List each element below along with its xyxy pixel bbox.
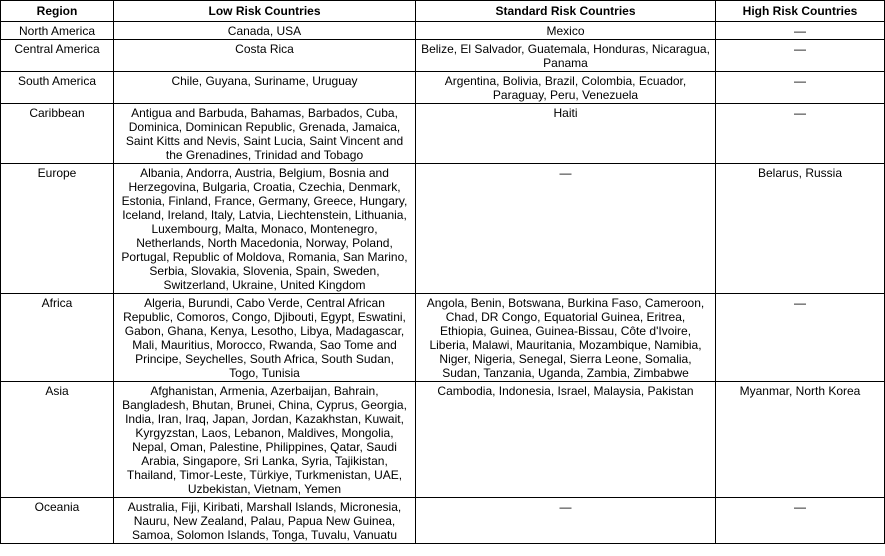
table-row bbox=[1, 498, 885, 544]
standard-risk-cell: Angola, Benin, Botswana, Burkina Faso, Cameroon, Chad, DR Congo, Equatorial Guinea, Eritrea, Ethiopia, Guinea, Guinea-Bissau, Côte d'Ivoire, Liberia, Malawi, Mauritania, Mozambique, Namibia, Niger, Nigeria, Senegal, Sierra Leone, Somalia, Sudan, Tanzania, Uganda, Zambia, Zimbabwe bbox=[416, 294, 716, 382]
region-cell: Oceania bbox=[1, 498, 114, 544]
high-risk-cell: Myanmar, North Korea bbox=[716, 382, 885, 498]
header-low-risk: Low Risk Countries bbox=[114, 1, 416, 22]
high-risk-cell: — bbox=[716, 22, 885, 40]
region-cell: Central America bbox=[1, 40, 114, 72]
standard-risk-cell: — bbox=[416, 164, 716, 294]
high-risk-cell: — bbox=[716, 40, 885, 72]
table-header bbox=[1, 1, 885, 22]
region-cell: Europe bbox=[1, 164, 114, 294]
high-risk-cell: Belarus, Russia bbox=[716, 164, 885, 294]
header-standard-risk: Standard Risk Countries bbox=[416, 1, 716, 22]
region-cell: Caribbean bbox=[1, 104, 114, 164]
high-risk-cell: — bbox=[716, 104, 885, 164]
high-risk-cell: — bbox=[716, 498, 885, 544]
region-cell: Asia bbox=[1, 382, 114, 498]
table-row bbox=[1, 40, 885, 72]
table-body bbox=[1, 22, 885, 544]
header-region: Region bbox=[1, 1, 114, 22]
low-risk-cell: Costa Rica bbox=[114, 40, 416, 72]
low-risk-cell: Australia, Fiji, Kiribati, Marshall Islands, Micronesia, Nauru, New Zealand, Palau, Papua New Guinea, Samoa, Solomon Islands, Tonga, Tuvalu, Vanuatu bbox=[114, 498, 416, 544]
low-risk-cell: Afghanistan, Armenia, Azerbaijan, Bahrain, Bangladesh, Bhutan, Brunei, China, Cyprus, Georgia, India, Iran, Iraq, Japan, Jordan, Kazakhstan, Kuwait, Kyrgyzstan, Laos, Lebanon, Maldives, Mongolia, Nepal, Oman, Palestine, Philippines, Qatar, Saudi Arabia, Singapore, Sri Lanka, Syria, Tajikistan, Thailand, Timor-Leste, Türkiye, Turkmenistan, UAE, Uzbekistan, Vietnam, Yemen bbox=[114, 382, 416, 498]
standard-risk-cell: Haiti bbox=[416, 104, 716, 164]
high-risk-cell: — bbox=[716, 294, 885, 382]
standard-risk-cell: Mexico bbox=[416, 22, 716, 40]
table-row bbox=[1, 72, 885, 104]
table-row bbox=[1, 22, 885, 40]
standard-risk-cell: — bbox=[416, 498, 716, 544]
standard-risk-cell: Cambodia, Indonesia, Israel, Malaysia, Pakistan bbox=[416, 382, 716, 498]
region-cell: Africa bbox=[1, 294, 114, 382]
header-row bbox=[1, 1, 885, 22]
standard-risk-cell: Belize, El Salvador, Guatemala, Honduras, Nicaragua, Panama bbox=[416, 40, 716, 72]
standard-risk-cell: Argentina, Bolivia, Brazil, Colombia, Ecuador, Paraguay, Peru, Venezuela bbox=[416, 72, 716, 104]
table-row bbox=[1, 382, 885, 498]
region-cell: North America bbox=[1, 22, 114, 40]
low-risk-cell: Albania, Andorra, Austria, Belgium, Bosnia and Herzegovina, Bulgaria, Croatia, Czechia, Denmark, Estonia, Finland, France, Germany, Greece, Hungary, Iceland, Ireland, Italy, Latvia, Liechtenstein, Lithuania, Luxembourg, Malta, Monaco, Montenegro, Netherlands, North Macedonia, Norway, Poland, Portugal, Republic of Moldova, Romania, San Marino, Serbia, Slovakia, Slovenia, Spain, Sweden, Switzerland, Ukraine, United Kingdom bbox=[114, 164, 416, 294]
table-row bbox=[1, 104, 885, 164]
low-risk-cell: Algeria, Burundi, Cabo Verde, Central African Republic, Comoros, Congo, Djibouti, Egypt, Eswatini, Gabon, Ghana, Kenya, Lesotho, Libya, Madagascar, Mali, Mauritius, Morocco, Rwanda, Sao Tome and Principe, Seychelles, South Africa, South Sudan, Togo, Tunisia bbox=[114, 294, 416, 382]
table-row bbox=[1, 294, 885, 382]
region-cell: South America bbox=[1, 72, 114, 104]
high-risk-cell: — bbox=[716, 72, 885, 104]
low-risk-cell: Canada, USA bbox=[114, 22, 416, 40]
header-high-risk: High Risk Countries bbox=[716, 1, 885, 22]
table-row bbox=[1, 164, 885, 294]
low-risk-cell: Antigua and Barbuda, Bahamas, Barbados, Cuba, Dominica, Dominican Republic, Grenada, Jamaica, Saint Kitts and Nevis, Saint Lucia, Saint Vincent and the Grenadines, Trinidad and Tobago bbox=[114, 104, 416, 164]
low-risk-cell: Chile, Guyana, Suriname, Uruguay bbox=[114, 72, 416, 104]
